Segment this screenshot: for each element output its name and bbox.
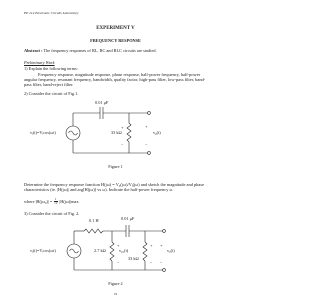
question-1: 1) Explain the following terms: bbox=[24, 66, 78, 71]
fig1-source-label: vᵢ(t)=Vᵢcos(ωt) bbox=[30, 130, 56, 135]
fig2-inductor-label: 0.1 H bbox=[89, 218, 99, 223]
figure-2-caption: Figure 2 bbox=[108, 281, 123, 286]
svg-text:−: − bbox=[150, 260, 153, 265]
fig2-source-label: vᵢ(t)=Vᵢcos(ωt) bbox=[30, 248, 56, 253]
figure-1-caption: Figure 1 bbox=[108, 164, 123, 169]
fig1-output-label: v₀(t) bbox=[153, 130, 161, 135]
svg-text:+: + bbox=[160, 243, 163, 248]
question-3: 3) Consider the circuit of Fig. 2. bbox=[24, 211, 80, 216]
fig2-capacitor-label: 0.01 μF bbox=[121, 216, 135, 221]
svg-text:+: + bbox=[150, 243, 153, 248]
page-number: 19 bbox=[113, 292, 118, 296]
experiment-subtitle: FREQUENCY RESPONSE bbox=[90, 38, 141, 43]
experiment-title: EXPERIMENT V bbox=[96, 26, 135, 31]
svg-text:+: + bbox=[121, 125, 124, 130]
svg-text:−: − bbox=[145, 142, 148, 147]
question-2: 2) Consider the circuit of Fig.1. bbox=[24, 91, 79, 96]
svg-text:+: + bbox=[145, 124, 148, 129]
abstract-text: The frequency responses of RL, RC and RLC circuits are studied. bbox=[43, 48, 157, 53]
one-over-sqrt2: $\frac{1}{√2}$ bbox=[54, 197, 58, 206]
abstract-label: Abstract : bbox=[24, 48, 43, 53]
fig1-capacitor-label: 0.01 μF bbox=[95, 100, 109, 105]
fig2-out1-label: v₀₁(t) bbox=[119, 248, 129, 253]
svg-text:−: − bbox=[117, 260, 120, 265]
question-2-text: Determine the frequency response function H(jω) = V₀(jω)/Vᵢ(jω) and sketch the magnitude and phase characteristics (ie. |H(jω)| and arg[H(jω)] vs ω). Indicate the half-power frequency ω bbox=[24, 182, 204, 193]
svg-text:+: + bbox=[117, 243, 120, 248]
fig2-resistor2-label: 33 kΩ bbox=[128, 256, 139, 261]
svg-text:−: − bbox=[121, 142, 124, 147]
fig2-resistor1-label: 2.7 kΩ bbox=[94, 248, 106, 253]
fig2-output-label: v₀(t) bbox=[167, 248, 175, 253]
svg-text:−: − bbox=[160, 260, 163, 265]
page-header: EE 214 Electronic Circuits Laboratory bbox=[24, 11, 79, 15]
half-power-line: where |H(jω₀)| = $\frac{1}{√2}$ |H(jω)|max. bbox=[24, 197, 80, 206]
preliminary-heading: Preliminary Work bbox=[24, 60, 55, 65]
question-1-terms: Frequency response, magnitude response, phase response, half-power frequency, half-power angular frequency, resonant frequency, bandwidth, quality factor, high-pass filter, low-pass filter, band-pass filter, band-reject filter. bbox=[24, 72, 206, 88]
fig1-resistor-label: 33 kΩ bbox=[111, 130, 122, 135]
